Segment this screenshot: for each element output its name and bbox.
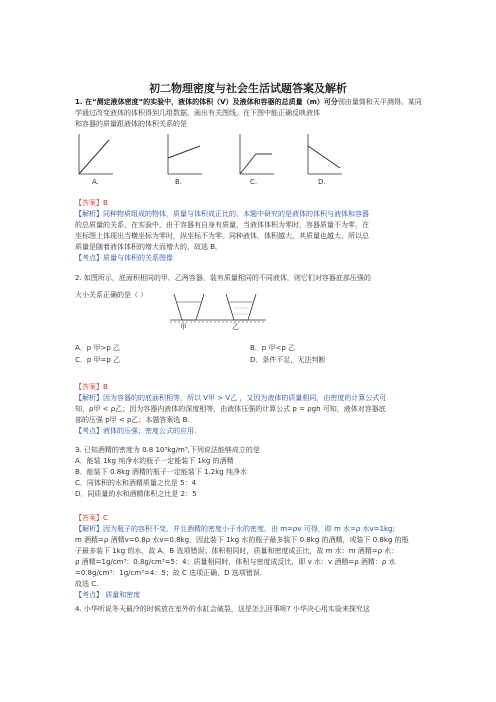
q1-answer-block xyxy=(75,198,425,264)
q2-option-a: A．p 甲>p 乙 xyxy=(75,344,120,352)
q2-analysis-2: 知，ρ甲 < ρ乙；因为容器内液体的深度相等，由液体压强的计算公式 p = ρgh 可知，液体对容器底 xyxy=(75,405,386,413)
q3-option-b: B．能装下 0.8kg 酒精的瓶子一定能装下 1.2kg 纯净水 xyxy=(75,468,247,476)
label-jia: 甲 xyxy=(180,323,187,331)
q3-stem: 3. 已知酒精的密度为 0.8 10³kg/m³,下列说法能够成立的是 xyxy=(75,446,260,454)
q1-stem-rest-2: 和容器的质量跟液体的体积关系的是 xyxy=(75,120,187,128)
q3-option-c: C．同体积的水和酒精质量之比是 5：4 xyxy=(75,479,197,487)
graph-c-label: C. xyxy=(250,178,258,186)
q1-analysis-2: 的总质量的关系，在实验中，由于容器有自身有质量，当液体体积为零时，容器质量不为零，在 xyxy=(75,221,369,229)
q3-point: 【考点】 质量和密度 xyxy=(75,591,141,599)
q1-answer: 【答案】B xyxy=(75,199,108,207)
q1-analysis-4: 质量是随着液体体积的增大而增大的，故选 B。 xyxy=(75,243,223,251)
graph-a-label: A. xyxy=(92,178,99,186)
graph-d-label: D. xyxy=(318,178,326,186)
q3-option-d: D．同质量的水和酒精体积之比是 2：5 xyxy=(75,490,197,498)
q3-answer-block xyxy=(75,513,425,601)
q1-analysis-1: 【解析】同种物质组成的物体，质量与体积成正比的。本题中研究的是液体的体积与液体和容器 xyxy=(75,210,369,218)
q2-point: 【考点】液体的压强；密度公式的应用. xyxy=(75,427,197,435)
q3-option-a: A．能装 1kg 纯净水的瓶子一定能装下 1kg 的酒精 xyxy=(75,457,234,465)
q3-answer: 【答案】C xyxy=(75,514,108,522)
q4-stem: 4. 小华听说冬天最冷的时候放在室外的水缸会破裂，这是怎么回事呢? 小华决心用实验来探究这 xyxy=(75,605,370,613)
q2-option-c: C．p 甲=p 乙 xyxy=(75,356,121,364)
q2-answer: 【答案】B xyxy=(75,383,108,391)
q1-stem-bold: 1. 在“测定液体密度”的实验中，液体的体积（V）及液体和容器的总质量（m）可分 xyxy=(75,98,338,106)
q2-analysis-1: 【解析】因为容器的的底面积相等，所以 V甲 > V乙 ，又因为液体的质量相同，由密度的计算公式可 xyxy=(75,394,387,402)
q1-analysis-3: 坐标图上体现出当横坐标为零时，纵坐标不为零。同种液体，体积越大，其质量也越大，所以总 xyxy=(75,232,369,240)
q2-analysis-3: 部的压强 p甲 < p乙；本题答案选 B. xyxy=(75,416,190,424)
page-title: 初二物理密度与社会生活试题答案及解析 xyxy=(149,82,347,95)
question-3 xyxy=(75,445,425,500)
question-4 xyxy=(75,604,425,615)
q3-analysis-3: 子最多装下 1kg 的水，故 A、B 选项错误；体积相同时，质量和密度成正比，故 m 水：m 酒精=ρ 水： xyxy=(75,547,399,555)
q2-option-d: D．条件不足，无法判断 xyxy=(250,356,326,364)
q2-stem-2: 大小关系正确的是（ ） xyxy=(75,291,148,299)
graph-b-label: B. xyxy=(175,178,183,186)
q1-point: 【考点】质量与体积的关系图像 xyxy=(75,254,173,262)
q3-analysis-4: ρ 酒精=1g/cm³：0.8g/cm³=5：4；质量相同时，体积与密度成反比，即 v 水：v 酒精=ρ 酒精：ρ 水 xyxy=(75,558,396,566)
q2-option-b: B．p 甲<p 乙 xyxy=(250,344,296,352)
label-yi: 乙 xyxy=(232,323,239,331)
q2-stem-1: 2. 如图所示，底面积相同的甲、乙两容器，装有质量相同的不同液体，则它们对容器底部压强的 xyxy=(75,274,371,282)
question-1-stem xyxy=(75,97,425,130)
q3-analysis-2: m 酒精=ρ 酒精v=0.8ρ 水v=0.8kg，因此装下 1kg 水的瓶子最多装下 0.8kg 的酒精，或装下 0.8kg 的瓶 xyxy=(75,536,409,544)
graph-b xyxy=(164,132,204,177)
graph-d xyxy=(304,132,344,177)
q2-answer-block xyxy=(75,382,425,437)
q1-stem-rest-1: 别由量筒和天平测得。某同学通过改变液体的体积得到几组数据，画出有关图线，在下图中能正确反映液体 xyxy=(75,98,422,117)
q3-analysis-1: 【解析】因为瓶子的容积不变，并且酒精的密度小于水的密度，由 m=ρv 可得，即 m 水=ρ 水v=1kg; xyxy=(75,525,395,533)
q3-analysis-5: =0.8g/cm³：1g/cm³=4：5；故 C 选项正确，D 选项错误. xyxy=(75,569,262,577)
q3-analysis-6: 故选 C. xyxy=(75,580,99,588)
graph-a xyxy=(75,132,115,177)
graph-c xyxy=(236,132,276,177)
